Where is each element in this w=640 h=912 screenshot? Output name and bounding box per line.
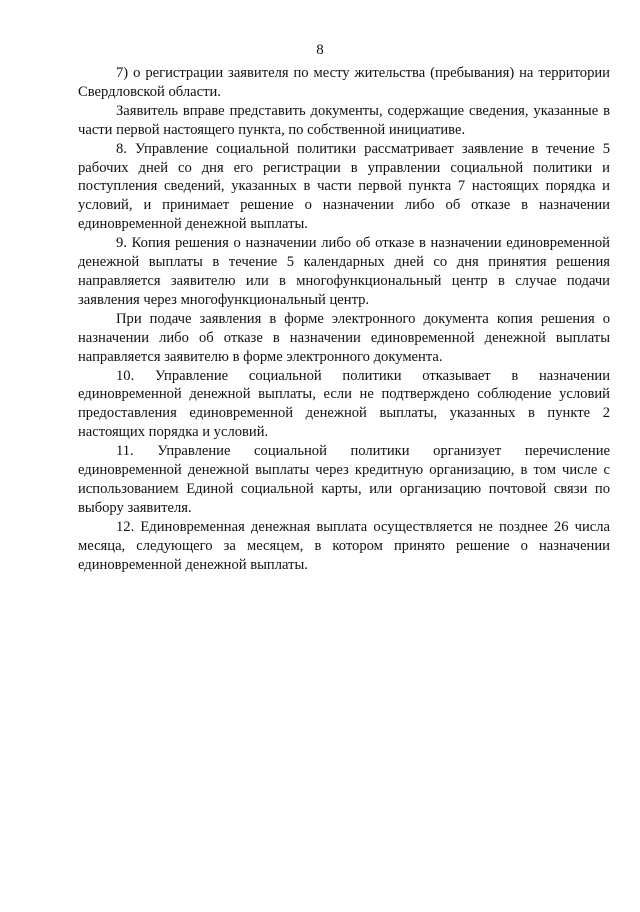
- page-number: 8: [316, 42, 324, 58]
- document-body: [78, 64, 610, 574]
- paragraph-12: 12. Единовременная денежная выплата осуществляется не позднее 26 числа месяца, следующего за месяцем, в котором принято решение о назначении единовременной денежной выплаты.: [78, 518, 610, 573]
- paragraph-item-7: 7) о регистрации заявителя по месту жительства (пребывания) на территории Свердловской области.: [78, 65, 610, 100]
- paragraph-optional-documents: Заявитель вправе представить документы, содержащие сведения, указанные в части первой настоящего пункта, по собственной инициативе.: [78, 102, 610, 138]
- paragraph-11: 11. Управление социальной политики организует перечисление единовременной денежной выплаты через кредитную организацию, в том числе с использованием Единой социальной карты, или организацию почтовой связи по выбору заявителя.: [78, 443, 610, 516]
- paragraph-8: 8. Управление социальной политики рассматривает заявление в течение 5 рабочих дней со дня его регистрации в управлении социальной политики и поступления сведений, указанных в части первой пункта 7 настоящих порядка и условий, и принимает решение о назначении либо об отказе в назначении единовременной денежной выплаты.: [78, 140, 610, 233]
- paragraph-electronic-copy: При подаче заявления в форме электронного документа копия решения о назначении либо об отказе в назначении единовременной денежной выплаты направляется заявителю в форме электронного документа.: [78, 310, 610, 365]
- paragraph-9: 9. Копия решения о назначении либо об отказе в назначении единовременной денежной выплаты в течение 5 календарных дней со дня принятия решения направляется заявителю или в многофункциональный центр в случае подачи заявления через многофункциональный центр.: [78, 235, 610, 308]
- paragraph-10: 10. Управление социальной политики отказывает в назначении единовременной денежной выплаты, если не подтверждено соблюдение условий предоставления единовременной денежной выплаты, указанных в пункте 2 настоящих порядка и условий.: [78, 367, 610, 441]
